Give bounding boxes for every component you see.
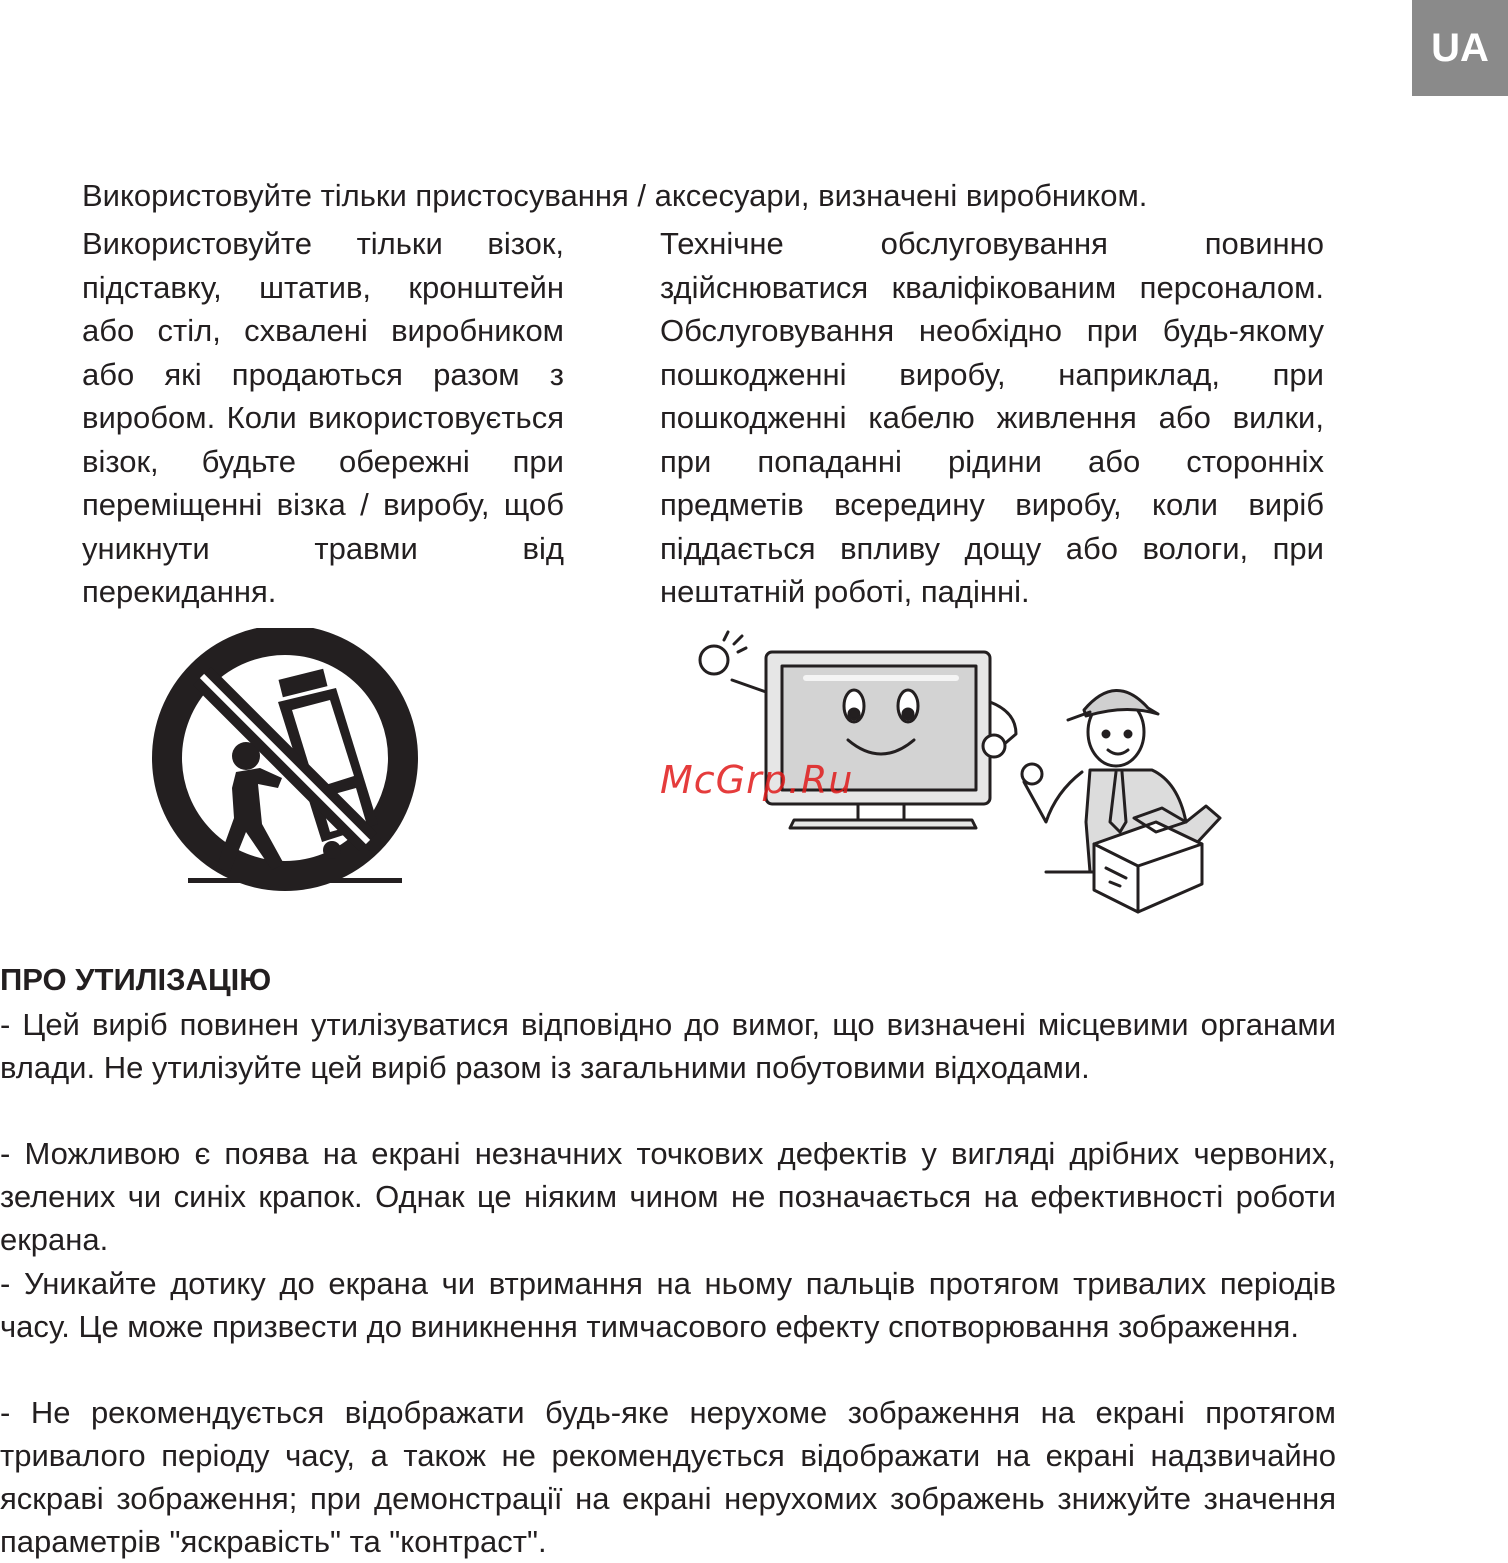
cart-tipover-warning-icon bbox=[150, 628, 420, 904]
language-tab: UA bbox=[1412, 0, 1508, 96]
service-warning-text: Технічне обслуговування повинно здійснюватися кваліфікованим персоналом. Обслуговування необхідно при будь-якому пошкодженні виробу, наприклад, при пошкодженні кабелю живлення або вилки, при попаданні рідини або сторонніх предметів всередину виробу, коли виріб піддається впливу дощу або вологи, при нештатній роботі, падінні. bbox=[660, 226, 1324, 609]
disposal-heading: ПРО УТИЛІЗАЦІЮ bbox=[0, 962, 272, 997]
disposal-item-1: - Цей виріб повинен утилізуватися відповідно до вимог, що визначені місцевими органами влади. Не утилізуйте цей виріб разом із загальними побутовими відходами. bbox=[0, 1007, 1336, 1085]
accessories-intro: Використовуйте тільки пристосування / аксесуари, визначені виробником. bbox=[82, 178, 1148, 213]
disposal-item-2: - Можливою є поява на екрані незначних точкових дефектів у вигляді дрібних червоних, зелених чи синіх крапок. Однак це ніяким чином не позначається на ефективності роботи екрана. bbox=[0, 1136, 1336, 1257]
disposal-item-4: - Не рекомендується відображати будь-яке нерухоме зображення на екрані протягом тривалого періоду часу, а також не рекомендується відображати на екрані надзвичайно яскраві зображення; при демонстрації на екрані нерухомих зображень знижуйте значення параметрів "яскравість" та "контраст". bbox=[0, 1395, 1336, 1559]
cart-warning-text: Використовуйте тільки візок, підставку, штатив, кронштейн або стіл, схвалені виробником або які продаються разом з виробом. Коли використовується візок, будьте обережні при переміщенні візка / виробу, щоб уникнути травми від перекидання. bbox=[82, 226, 564, 609]
disposal-item-3: - Уникайте дотику до екрана чи втримання на ньому пальців протягом тривалих періодів часу. Це може призвести до виникнення тимчасового ефекту спотворювання зображення. bbox=[0, 1266, 1336, 1344]
site-watermark: McGrp.Ru bbox=[660, 758, 854, 802]
